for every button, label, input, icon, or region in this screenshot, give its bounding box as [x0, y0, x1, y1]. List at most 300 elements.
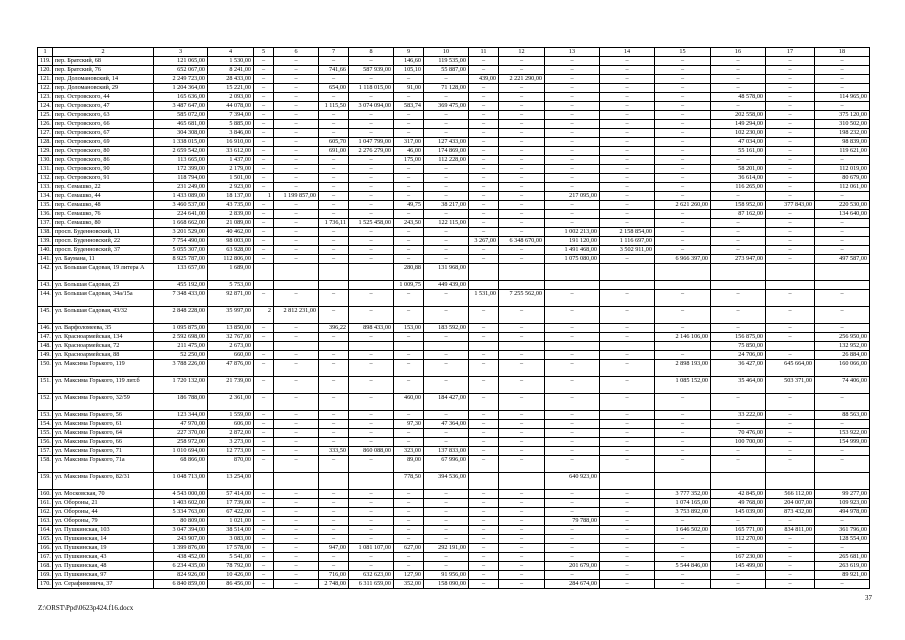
value-cell: 2 276 279,00 — [349, 147, 394, 156]
value-cell: – — [655, 307, 711, 324]
value-cell: – — [545, 499, 600, 508]
value-cell: – — [499, 490, 545, 499]
value-cell: – — [600, 351, 655, 360]
value-cell: 21 089,00 — [208, 219, 254, 228]
value-cell: 183 592,00 — [424, 324, 469, 333]
value-cell: – — [600, 420, 655, 429]
value-cell: – — [655, 210, 711, 219]
row-number-cell: 131. — [38, 165, 53, 174]
value-cell: – — [499, 351, 545, 360]
value-cell: 310 502,00 — [815, 120, 870, 129]
row-number-cell: 147. — [38, 333, 53, 342]
value-cell: 86 456,00 — [208, 580, 254, 589]
value-cell: – — [600, 255, 655, 264]
value-cell: – — [254, 580, 274, 589]
value-cell: – — [254, 429, 274, 438]
address-cell: пер. Семашко, 44 — [53, 192, 154, 201]
value-cell: 898 433,00 — [349, 324, 394, 333]
row-number-cell: 139. — [38, 237, 53, 246]
value-cell: – — [319, 111, 349, 120]
value-cell: – — [545, 420, 600, 429]
value-cell: – — [499, 246, 545, 255]
value-cell: 645 664,00 — [766, 360, 815, 377]
value-cell: – — [394, 508, 424, 517]
address-cell: ул. Большая Садовая, 43/32 — [53, 307, 154, 324]
value-cell: 26 884,00 — [815, 351, 870, 360]
value-cell: – — [499, 333, 545, 342]
row-number-cell: 138. — [38, 228, 53, 237]
value-cell: – — [711, 228, 766, 237]
value-cell: – — [815, 456, 870, 473]
value-cell: 585 072,00 — [154, 111, 208, 120]
value-cell: – — [394, 210, 424, 219]
value-cell: – — [499, 535, 545, 544]
address-cell: ул. Максима Горького, 66 — [53, 438, 154, 447]
page-number: 37 — [865, 594, 872, 602]
value-cell: – — [349, 111, 394, 120]
value-cell: 640 923,00 — [545, 473, 600, 490]
value-cell: 870,00 — [208, 456, 254, 473]
value-cell: – — [766, 420, 815, 429]
column-number-cell: 2 — [53, 48, 154, 57]
row-number-cell: 120. — [38, 66, 53, 75]
value-cell: 36 427,00 — [711, 360, 766, 377]
value-cell: 55 161,00 — [711, 147, 766, 156]
value-cell: – — [600, 394, 655, 411]
value-cell: – — [655, 93, 711, 102]
value-cell: – — [349, 120, 394, 129]
value-cell: 92 871,00 — [208, 290, 254, 307]
value-cell: – — [349, 75, 394, 84]
value-cell: 396,22 — [319, 324, 349, 333]
value-cell: 2 592 698,00 — [154, 333, 208, 342]
value-cell: – — [815, 156, 870, 165]
address-cell: пер. Островского, 66 — [53, 120, 154, 129]
value-cell: – — [499, 219, 545, 228]
value-cell: – — [254, 535, 274, 544]
value-cell: – — [274, 147, 319, 156]
value-cell: 74 406,00 — [815, 377, 870, 394]
row-number-cell: 156. — [38, 438, 53, 447]
value-cell: – — [711, 580, 766, 589]
value-cell: – — [274, 580, 319, 589]
value-cell: – — [545, 456, 600, 473]
value-cell: – — [319, 174, 349, 183]
value-cell: 3 047 394,00 — [154, 526, 208, 535]
value-cell: – — [711, 324, 766, 333]
value-cell: – — [655, 183, 711, 192]
value-cell: 17 578,00 — [208, 544, 254, 553]
value-cell: – — [469, 411, 499, 420]
value-cell — [254, 264, 274, 281]
value-cell: – — [319, 237, 349, 246]
value-cell: 6 348 670,00 — [499, 237, 545, 246]
value-cell: – — [469, 360, 499, 377]
value-cell: – — [600, 156, 655, 165]
value-cell: 438 452,00 — [154, 553, 208, 562]
value-cell: 6 234 435,00 — [154, 562, 208, 571]
value-cell: – — [545, 290, 600, 307]
value-cell: 52 250,00 — [154, 351, 208, 360]
value-cell: – — [655, 517, 711, 526]
value-cell: – — [424, 246, 469, 255]
value-cell: 71 128,00 — [424, 84, 469, 93]
value-cell: 70 476,00 — [711, 429, 766, 438]
table-row — [38, 192, 870, 201]
value-cell: – — [319, 183, 349, 192]
value-cell: – — [394, 490, 424, 499]
value-cell: 1 559,00 — [208, 411, 254, 420]
row-number-cell: 125. — [38, 111, 53, 120]
value-cell — [469, 473, 499, 490]
value-cell: – — [655, 535, 711, 544]
value-cell: – — [655, 138, 711, 147]
value-cell: 361 796,00 — [815, 526, 870, 535]
value-cell: – — [600, 174, 655, 183]
value-cell: 7 255 562,00 — [499, 290, 545, 307]
value-cell: – — [254, 102, 274, 111]
value-cell: 15 221,00 — [208, 84, 254, 93]
value-cell: 33 612,00 — [208, 147, 254, 156]
value-cell: 1 736,11 — [319, 219, 349, 228]
value-cell: – — [274, 447, 319, 456]
value-cell: 2 748,00 — [319, 580, 349, 589]
value-cell: – — [545, 102, 600, 111]
value-cell: – — [274, 210, 319, 219]
value-cell: – — [349, 411, 394, 420]
value-cell: – — [711, 57, 766, 66]
value-cell: 449 439,00 — [424, 281, 469, 290]
table-row — [38, 201, 870, 210]
value-cell — [274, 281, 319, 290]
value-cell — [711, 473, 766, 490]
value-cell: 333,50 — [319, 447, 349, 456]
value-cell: 741,66 — [319, 66, 349, 75]
value-cell: – — [349, 165, 394, 174]
value-cell: 127,90 — [394, 571, 424, 580]
value-cell: – — [711, 420, 766, 429]
address-cell: ул. Большая Садовая, 34а/15а — [53, 290, 154, 307]
row-number-cell: 126. — [38, 120, 53, 129]
value-cell: 2 659 542,00 — [154, 147, 208, 156]
value-cell: – — [394, 183, 424, 192]
value-cell: – — [469, 111, 499, 120]
value-cell: – — [545, 165, 600, 174]
value-cell: 28 433,00 — [208, 75, 254, 84]
value-cell: 243 907,00 — [154, 535, 208, 544]
value-cell: 256 950,00 — [815, 333, 870, 342]
value-cell — [655, 473, 711, 490]
value-cell: 154 999,00 — [815, 438, 870, 447]
value-cell: 80 679,00 — [815, 174, 870, 183]
value-cell: 5 334 763,00 — [154, 508, 208, 517]
value-cell: 691,00 — [319, 147, 349, 156]
value-cell: – — [815, 580, 870, 589]
address-cell: ул. Красноармейская, 134 — [53, 333, 154, 342]
value-cell: – — [545, 75, 600, 84]
value-cell: – — [254, 147, 274, 156]
value-cell: – — [499, 138, 545, 147]
value-cell: 98 003,00 — [208, 237, 254, 246]
value-cell: 2 221 290,00 — [499, 75, 545, 84]
value-cell: – — [600, 66, 655, 75]
value-cell: 460,00 — [394, 394, 424, 411]
value-cell: – — [349, 517, 394, 526]
value-cell: 231 249,00 — [154, 183, 208, 192]
value-cell — [545, 281, 600, 290]
value-cell: – — [274, 499, 319, 508]
value-cell: – — [254, 57, 274, 66]
value-cell: – — [655, 57, 711, 66]
value-cell: – — [319, 420, 349, 429]
value-cell: – — [469, 66, 499, 75]
value-cell: – — [274, 411, 319, 420]
value-cell: – — [655, 447, 711, 456]
value-cell: – — [600, 447, 655, 456]
value-cell: – — [319, 210, 349, 219]
value-cell: – — [349, 394, 394, 411]
value-cell: – — [424, 210, 469, 219]
value-cell: 1 338 015,00 — [154, 138, 208, 147]
value-cell: – — [499, 499, 545, 508]
value-cell — [655, 281, 711, 290]
table-row — [38, 535, 870, 544]
value-cell: – — [469, 394, 499, 411]
value-cell: – — [424, 93, 469, 102]
value-cell: – — [424, 129, 469, 138]
address-cell: просп. Буденновский, 11 — [53, 228, 154, 237]
value-cell: 88 563,00 — [815, 411, 870, 420]
value-cell: 3 074 094,00 — [349, 102, 394, 111]
value-cell: – — [815, 75, 870, 84]
value-cell: 122 115,00 — [424, 219, 469, 228]
table-row — [38, 111, 870, 120]
value-cell: 16 910,00 — [208, 138, 254, 147]
value-cell: – — [499, 66, 545, 75]
value-cell: – — [766, 102, 815, 111]
value-cell: 273 947,00 — [711, 255, 766, 264]
value-cell: – — [469, 138, 499, 147]
value-cell: – — [349, 290, 394, 307]
row-number-cell: 133. — [38, 183, 53, 192]
value-cell: 165 636,00 — [154, 93, 208, 102]
value-cell: – — [711, 102, 766, 111]
value-cell: 503 371,00 — [766, 377, 815, 394]
value-cell: – — [274, 290, 319, 307]
value-cell: 49 768,00 — [711, 499, 766, 508]
value-cell: – — [394, 246, 424, 255]
value-cell: – — [254, 174, 274, 183]
value-cell: 2 812 231,00 — [274, 307, 319, 324]
value-cell: 3 502 911,00 — [600, 246, 655, 255]
row-number-cell: 136. — [38, 210, 53, 219]
value-cell: 112 228,00 — [424, 156, 469, 165]
value-cell: 153,00 — [394, 324, 424, 333]
value-cell: 1 074 165,00 — [655, 499, 711, 508]
value-cell: 873 432,00 — [766, 508, 815, 517]
address-cell: ул. Максима Горького, 64 — [53, 429, 154, 438]
row-number-cell: 146. — [38, 324, 53, 333]
value-cell: – — [319, 129, 349, 138]
value-cell: – — [766, 237, 815, 246]
value-cell: – — [469, 93, 499, 102]
value-cell: 47 034,00 — [711, 138, 766, 147]
value-cell: – — [815, 447, 870, 456]
value-cell: – — [499, 438, 545, 447]
value-cell: 123 344,00 — [154, 411, 208, 420]
value-cell: – — [394, 535, 424, 544]
value-cell: – — [655, 192, 711, 201]
value-cell: 1 075 080,00 — [545, 255, 600, 264]
value-cell: 211 475,00 — [154, 342, 208, 351]
table-row — [38, 438, 870, 447]
value-cell: – — [545, 377, 600, 394]
value-cell: – — [545, 553, 600, 562]
value-cell: – — [469, 508, 499, 517]
value-cell: – — [394, 120, 424, 129]
value-cell: 1 199 857,00 — [274, 192, 319, 201]
value-cell: – — [394, 351, 424, 360]
value-cell: 149 294,00 — [711, 120, 766, 129]
row-number-cell: 165. — [38, 535, 53, 544]
value-cell: – — [469, 544, 499, 553]
value-cell: – — [254, 447, 274, 456]
value-cell: – — [655, 165, 711, 174]
value-cell: – — [655, 544, 711, 553]
value-cell: 632 623,00 — [349, 571, 394, 580]
value-cell: 258 972,00 — [154, 438, 208, 447]
value-cell: – — [655, 411, 711, 420]
value-cell — [655, 264, 711, 281]
value-cell: – — [600, 93, 655, 102]
value-cell: – — [600, 562, 655, 571]
row-number-cell: 150. — [38, 360, 53, 377]
address-cell: пер. Островского, 90 — [53, 165, 154, 174]
value-cell: 174 869,00 — [424, 147, 469, 156]
value-cell: – — [274, 237, 319, 246]
row-number-cell: 142. — [38, 264, 53, 281]
column-number-cell: 3 — [154, 48, 208, 57]
address-cell: пер. Островского, 44 — [53, 93, 154, 102]
value-cell: 3 201 529,00 — [154, 228, 208, 237]
value-cell: – — [655, 66, 711, 75]
value-cell: – — [766, 183, 815, 192]
value-cell: – — [469, 219, 499, 228]
value-cell: 80 809,00 — [154, 517, 208, 526]
data-table — [37, 47, 870, 589]
value-cell: – — [499, 174, 545, 183]
value-cell: 112 019,00 — [815, 165, 870, 174]
value-cell: – — [815, 237, 870, 246]
value-cell: – — [600, 165, 655, 174]
value-cell — [469, 264, 499, 281]
column-number-cell: 15 — [655, 48, 711, 57]
value-cell: – — [274, 129, 319, 138]
value-cell: 1 010 694,00 — [154, 447, 208, 456]
value-cell: 375 120,00 — [815, 111, 870, 120]
value-cell — [766, 342, 815, 351]
address-cell: ул. Красноармейская, 88 — [53, 351, 154, 360]
value-cell: – — [394, 438, 424, 447]
value-cell: – — [254, 165, 274, 174]
value-cell: 1 — [254, 192, 274, 201]
value-cell: – — [766, 165, 815, 174]
value-cell: – — [499, 192, 545, 201]
value-cell: – — [319, 553, 349, 562]
value-cell: 1 204 364,00 — [154, 84, 208, 93]
table-body — [38, 48, 870, 589]
table-row — [38, 499, 870, 508]
value-cell: – — [766, 120, 815, 129]
value-cell: 660,00 — [208, 351, 254, 360]
value-cell: 2 839,00 — [208, 210, 254, 219]
value-cell: 5 544 846,00 — [655, 562, 711, 571]
value-cell — [274, 264, 319, 281]
value-cell: – — [655, 580, 711, 589]
table-row — [38, 147, 870, 156]
value-cell: – — [655, 111, 711, 120]
row-number-cell: 144. — [38, 290, 53, 307]
value-cell: – — [545, 508, 600, 517]
value-cell: – — [274, 333, 319, 342]
value-cell: 146,60 — [394, 57, 424, 66]
value-cell: 137 833,00 — [424, 447, 469, 456]
value-cell: – — [600, 290, 655, 307]
table-row — [38, 429, 870, 438]
value-cell: 3 460 537,00 — [154, 201, 208, 210]
row-number-cell: 123. — [38, 93, 53, 102]
value-cell: 824 926,00 — [154, 571, 208, 580]
value-cell — [254, 281, 274, 290]
value-cell: – — [766, 228, 815, 237]
value-cell: – — [766, 138, 815, 147]
value-cell: – — [600, 192, 655, 201]
value-cell: – — [545, 201, 600, 210]
table-row — [38, 571, 870, 580]
value-cell: – — [349, 360, 394, 377]
address-cell: ул. Обороны, 21 — [53, 499, 154, 508]
value-cell: – — [254, 75, 274, 84]
value-cell: – — [424, 360, 469, 377]
value-cell: – — [469, 553, 499, 562]
value-cell: – — [600, 499, 655, 508]
value-cell: – — [274, 246, 319, 255]
table-row — [38, 210, 870, 219]
value-cell: 2 361,00 — [208, 394, 254, 411]
value-cell: – — [545, 324, 600, 333]
value-cell: – — [319, 562, 349, 571]
value-cell: – — [600, 111, 655, 120]
value-cell: 100 700,00 — [711, 438, 766, 447]
value-cell: – — [766, 429, 815, 438]
value-cell: – — [349, 351, 394, 360]
value-cell: – — [545, 360, 600, 377]
value-cell: 3 273,00 — [208, 438, 254, 447]
value-cell: – — [600, 490, 655, 499]
table-row — [38, 57, 870, 66]
value-cell: – — [254, 562, 274, 571]
table-row — [38, 553, 870, 562]
value-cell: – — [349, 174, 394, 183]
value-cell: 7 754 490,00 — [154, 237, 208, 246]
value-cell: – — [655, 174, 711, 183]
value-cell: – — [766, 544, 815, 553]
value-cell: – — [499, 580, 545, 589]
value-cell: – — [424, 438, 469, 447]
value-cell — [815, 473, 870, 490]
value-cell: 175,00 — [394, 156, 424, 165]
value-cell: 156 875,00 — [711, 333, 766, 342]
